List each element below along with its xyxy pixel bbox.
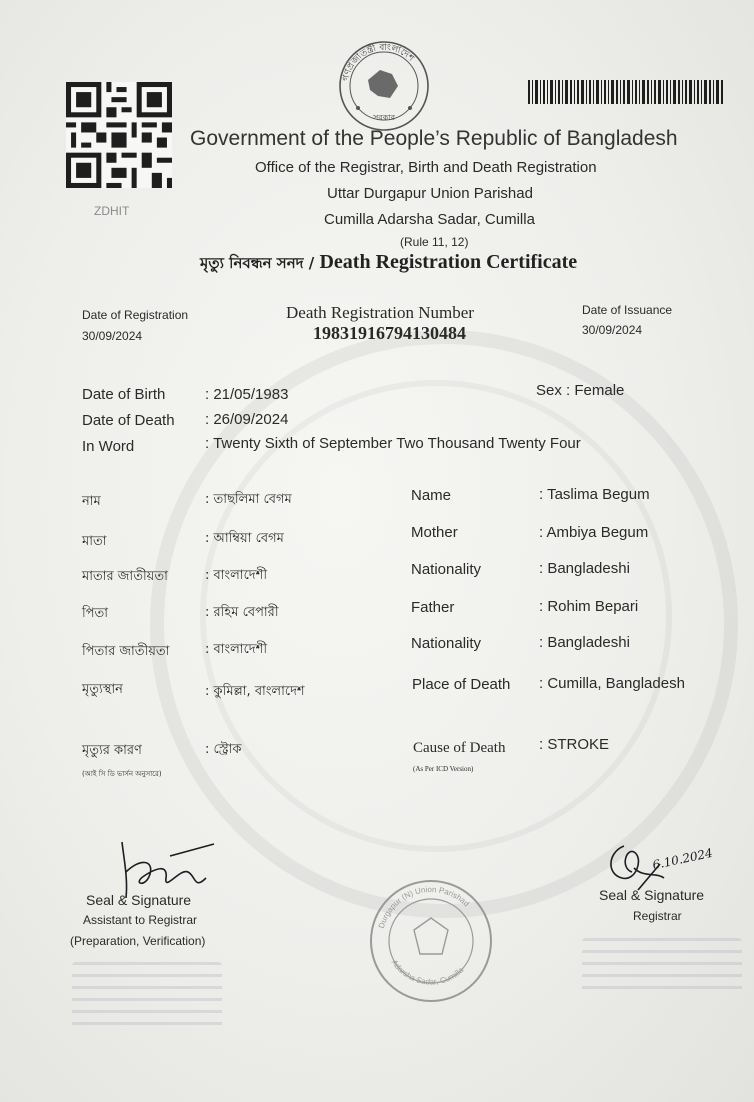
registrar-handwritten-date: 6.10.2024 [651,845,714,873]
icd-note: (As Per ICD Version) [413,765,474,773]
certificate-title [200,251,577,277]
mother-value-bangla: : আম্বিয়া বেগম [205,531,284,546]
seal-ring-text [368,878,494,1004]
government-title: Government of the People’s Republic of Bangladesh [190,127,678,150]
registrar-role: Registrar [633,909,682,923]
date-of-birth-label: Date of Birth [82,386,166,403]
father-nationality-value: : Bangladeshi [539,634,630,651]
icd-note-bangla: (আই সি ডি ভার্সন অনুসারে) [82,770,162,778]
faint-officer-stamp [72,962,222,1032]
date-of-issuance-value: 30/09/2024 [582,323,643,337]
place-of-death-label: Place of Death [412,676,511,693]
date-of-registration-label: Date of Registration [82,308,189,322]
mother-nationality-value: : Bangladeshi [539,560,630,577]
sex-value: Sex : Female [536,382,625,399]
date-of-death-value: : 26/09/2024 [205,411,289,428]
district-name: Cumilla Adarsha Sadar, Cumilla [324,211,535,228]
union-parishad-name: Uttar Durgapur Union Parishad [327,185,533,202]
right-seal-signature-label: Seal & Signature [599,887,705,903]
cause-of-death-label-bangla: মৃত্যুর কারণ [82,743,142,758]
cause-of-death-value-bangla: : স্ট্রোক [205,742,242,757]
cause-of-death-label: Cause of Death [413,740,506,756]
mother-label: Mother [411,524,458,541]
father-value-bangla: : রহিম বেপারী [205,605,279,620]
registration-number-label: Death Registration Number [286,303,474,322]
assistant-registrar-subtitle: (Preparation, Verification) [70,934,206,948]
father-label-bangla: পিতা [82,606,109,621]
father-nationality-label-bangla: পিতার জাতীয়তা [82,644,170,659]
rule-reference: (Rule 11, 12) [400,235,469,249]
name-label: Name [411,487,452,504]
date-of-issuance-label: Date of Issuance [582,303,673,317]
name-label-bangla: নাম [82,494,101,509]
mother-value: : Ambiya Begum [539,524,649,541]
in-word-label: In Word [82,438,135,455]
father-nationality-value-bangla: : বাংলাদেশী [205,642,268,657]
office-title: Office of the Registrar, Birth and Death Registration [255,159,597,176]
cause-of-death-value: : STROKE [539,736,610,753]
name-value: : Taslima Begum [539,486,650,503]
in-word-value: : Twenty Sixth of September Two Thousand Twenty Four [205,435,581,452]
place-of-death-label-bangla: মৃত্যুস্থান [82,682,123,697]
qr-code-label: ZDHIT [94,204,130,218]
mother-label-bangla: মাতা [82,534,107,549]
name-value-bangla: : তাছলিমা বেগম [205,492,292,507]
mother-nationality-label-bangla: মাতার জাতীয়তা [82,569,168,584]
date-of-death-label: Date of Death [82,412,175,429]
svg-text:Durgapur (N) Union Parishad: Durgapur (N) Union Parishad [376,884,472,930]
svg-text:গণপ্রজাতন্ত্রী বাংলাদেশ: গণপ্রজাতন্ত্রী বাংলাদেশ [341,42,416,83]
mother-nationality-value-bangla: : বাংলাদেশী [205,568,268,583]
certificate-title-english: Death Registration Certificate [319,251,578,273]
emblem-ring-text [338,40,430,132]
svg-text:সরকার: সরকার [372,113,396,122]
mother-nationality-label: Nationality [411,561,482,578]
date-of-registration-value: 30/09/2024 [82,329,143,343]
registration-number-value: 19831916794130484 [313,323,466,343]
father-value: : Rohim Bepari [539,598,639,615]
left-seal-signature-label: Seal & Signature [86,892,192,908]
father-label: Father [411,599,455,616]
date-of-birth-value: : 21/05/1983 [205,386,289,403]
place-of-death-value-bangla: : কুমিল্লা, বাংলাদেশ [205,684,305,699]
assistant-registrar-role: Assistant to Registrar [83,913,198,927]
barcode-icon [528,80,724,104]
certificate-title-bangla: মৃত্যু নিবন্ধন সনদ / [200,254,320,272]
faint-registrar-stamp [582,938,742,996]
svg-text:Adarsha Sadar, Cumilla: Adarsha Sadar, Cumilla [389,958,466,987]
place-of-death-value: : Cumilla, Bangladesh [539,675,685,692]
qr-code-icon [66,82,172,188]
father-nationality-label: Nationality [411,635,482,652]
